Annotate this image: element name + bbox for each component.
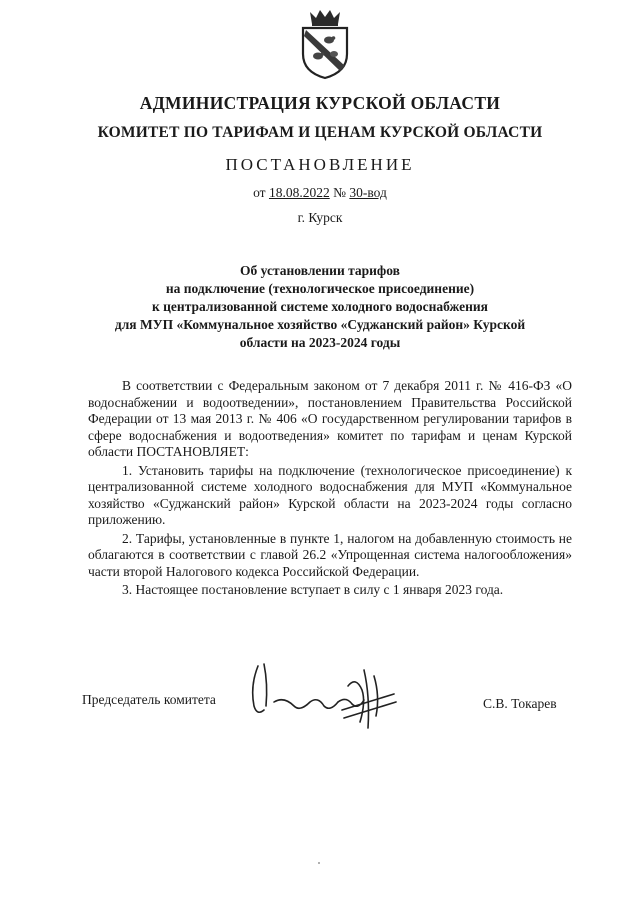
signature-image [244, 656, 404, 734]
date-line [0, 185, 640, 201]
document-date: 18.08.2022 [268, 185, 330, 200]
document-body [88, 378, 572, 599]
body-paragraph: 3. Настоящее постановление вступает в силу с 1 января 2023 года. [122, 582, 504, 597]
body-paragraph: 1. Установить тарифы на подключение (технологическое присоединение) к централизованной системе холодного водоснабжения для МУП «Коммунальное хозяйство «Суджанский район» Курской области на 2023-2024 годы согласно приложению. [88, 462, 572, 527]
document-type: ПОСТАНОВЛЕНИЕ [225, 155, 415, 174]
signatory-name: С.В. Токарев [483, 696, 557, 711]
signatory-position: Председатель комитета [82, 692, 216, 707]
title-line: Об установлении тарифов [240, 263, 400, 278]
title-line: области на 2023-2024 годы [239, 335, 401, 350]
title-line: к централизованной системе холодного водоснабжения [152, 299, 488, 314]
coat-of-arms-icon [296, 8, 354, 80]
title-line: на подключение (технологическое присоединение) [165, 281, 475, 296]
number-prefix: № [333, 185, 346, 200]
body-paragraph: В соответствии с Федеральным законом от 7 декабря 2011 г. № 416-ФЗ «О водоснабжении и водоотведении», постановлением Правительства Российской Федерации от 13 мая 2013 г. № 406 «О государственном регулировании тарифов в сфере водоснабжения и водоотведения» комитет по тарифам и ценам Курской области ПОСТАНОВЛЯЕТ: [88, 378, 572, 459]
scan-speck [318, 862, 320, 864]
document-title [0, 262, 640, 352]
body-paragraph: 2. Тарифы, установленные в пункте 1, налогом на добавленную стоимость не облагаются в соответствии с главой 26.2 «Упрощенная система налогообложения» части второй Налогового кодекса Российской Федерации. [88, 530, 572, 579]
city: г. Курск [297, 210, 343, 225]
document-number: 30-вод [349, 185, 387, 200]
date-prefix: от [253, 185, 266, 200]
org-line-2: КОМИТЕТ ПО ТАРИФАМ И ЦЕНАМ КУРСКОЙ ОБЛАСТИ [97, 124, 543, 141]
org-line-1: АДМИНИСТРАЦИЯ КУРСКОЙ ОБЛАСТИ [139, 93, 501, 113]
title-line: для МУП «Коммунальное хозяйство «Суджанский район» Курской [114, 317, 526, 332]
